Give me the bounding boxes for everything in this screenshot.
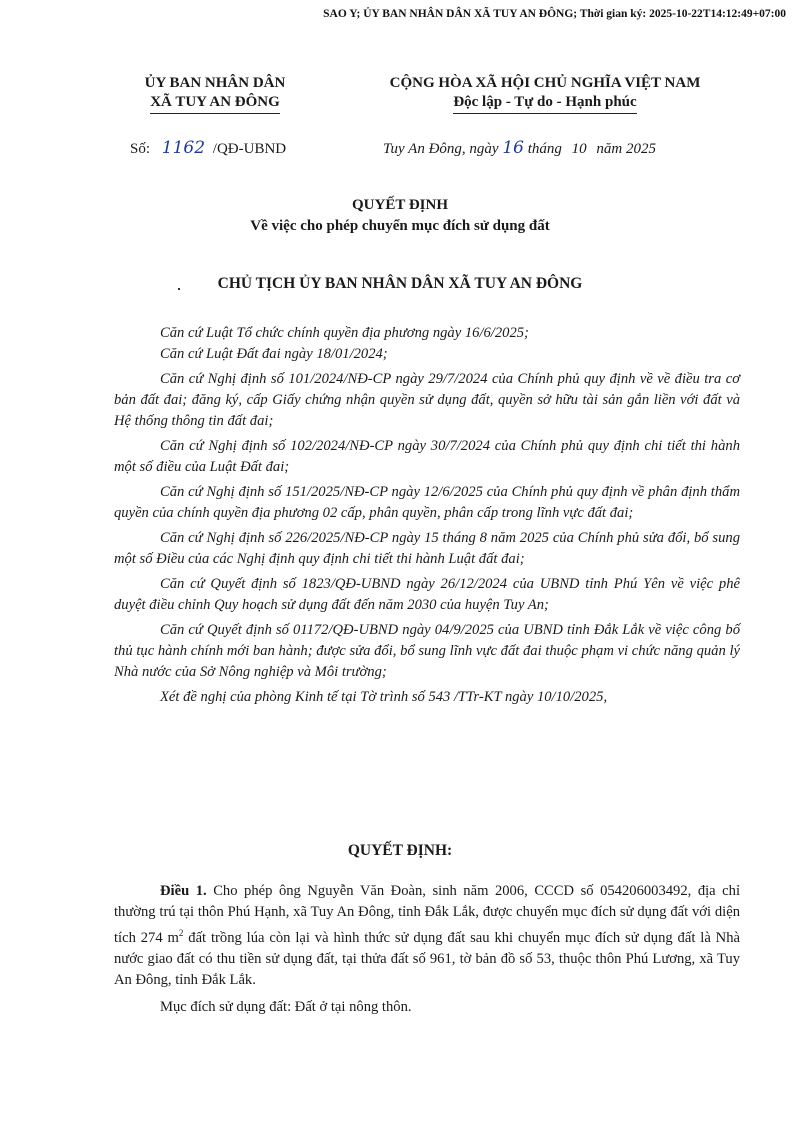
agency-line1: ỦY BAN NHÂN DÂN bbox=[144, 75, 286, 91]
legal-basis-item: Căn cứ Nghị định số 151/2025/NĐ-CP ngày 12/6/2025 của Chính phủ quy định về phân định thẩm quyền của chính quyền địa phương 02 cấp, phân quyền, phân cấp trong lĩnh vực đất đai; bbox=[114, 484, 740, 521]
article-1 bbox=[114, 881, 740, 1018]
national-motto bbox=[345, 74, 745, 114]
docno-prefix: Số: bbox=[130, 141, 151, 157]
article-1-body bbox=[114, 881, 740, 991]
date-month: 10 bbox=[571, 141, 587, 157]
date-month-label: tháng bbox=[527, 141, 562, 157]
land-use-purpose: Mục đích sử dụng đất: Đất ở tại nông thôn. bbox=[160, 998, 412, 1015]
national-title: CỘNG HÒA XÃ HỘI CHỦ NGHĨA VIỆT NAM bbox=[389, 75, 701, 91]
legal-basis-item: Xét đề nghị của phòng Kinh tế tại Tờ trình số 543 /TTr-KT ngày 10/10/2025, bbox=[160, 689, 608, 705]
date-day: 16 bbox=[502, 138, 524, 158]
date-year: 2025 bbox=[625, 141, 656, 157]
national-motto-line: Độc lập - Tự do - Hạnh phúc bbox=[453, 93, 636, 114]
legal-basis-item: Căn cứ Nghị định số 226/2025/NĐ-CP ngày 15 tháng 8 năm 2025 của Chính phủ sửa đổi, bổ sung một số Điều của các Nghị định quy định chi tiết thi hành Luật đất đai; bbox=[114, 530, 740, 567]
digital-signature-stamp: SAO Y; ỦY BAN NHÂN DÂN XÃ TUY AN ĐÔNG; Thời gian ký: 2025-10-22T14:12:49+07:00 bbox=[323, 8, 786, 20]
document-type: QUYẾT ĐỊNH bbox=[352, 197, 448, 213]
area-unit-superscript: 2 bbox=[178, 928, 184, 938]
date-year-label: năm bbox=[596, 141, 623, 157]
legal-basis-item: Căn cứ Quyết định số 1823/QĐ-UBND ngày 26/12/2024 của UBND tỉnh Phú Yên về việc phê duyệt điều chỉnh Quy hoạch sử dụng đất đến năm 2030 của huyện Tuy An; bbox=[114, 576, 740, 613]
article-1-text: Cho phép ông Nguyễn Văn Đoàn, sinh năm 2006, CCCD số 054206003492, địa chỉ thường trú tại thôn Phú Hạnh, xã Tuy An Đông, tỉnh Đắk Lắk, được chuyển mục đích sử dụng đất với diện tích 274 m bbox=[114, 883, 741, 946]
legal-basis-item: Căn cứ Nghị định số 102/2024/NĐ-CP ngày 30/7/2024 của Chính phủ quy định chi tiết thi hành một số điều của Luật Đất đai; bbox=[114, 438, 740, 475]
document-subject: Về việc cho phép chuyển mục đích sử dụng đất bbox=[250, 218, 550, 234]
date-place: Tuy An Đông, ngày bbox=[383, 141, 499, 157]
issuing-agency bbox=[120, 74, 310, 114]
issue-date bbox=[383, 138, 656, 158]
decision-heading: QUYẾT ĐỊNH: bbox=[347, 842, 453, 859]
legal-basis-item: Căn cứ Quyết định số 01172/QĐ-UBND ngày 04/9/2025 của UBND tỉnh Đắk Lắk về việc công bố thủ tục hành chính mới ban hành; được sửa đổi, bổ sung lĩnh vực đất đai thuộc phạm vi chức năng quản lý Nhà nước của Sở Nông nghiệp và Môi trường; bbox=[114, 622, 740, 680]
legal-basis-item: Căn cứ Luật Tổ chức chính quyền địa phương ngày 16/6/2025; bbox=[160, 325, 529, 341]
agency-line2: XÃ TUY AN ĐÔNG bbox=[150, 93, 280, 114]
legal-bases bbox=[114, 323, 740, 708]
docno-suffix: /QĐ-UBND bbox=[212, 141, 287, 157]
issuer-title: CHỦ TỊCH ỦY BAN NHÂN DÂN XÃ TUY AN ĐÔNG bbox=[217, 275, 583, 292]
docno-handwritten: 1162 bbox=[161, 138, 206, 158]
article-1-label: Điều 1. bbox=[160, 883, 207, 899]
legal-basis-item: Căn cứ Nghị định số 101/2024/NĐ-CP ngày 29/7/2024 của Chính phủ quy định về về điều tra cơ bản đất đai; đăng ký, cấp Giấy chứng nhận quyền sử dụng đất, quyền sở hữu tài sản gắn liền với đất và Hệ thống thông tin đất đai; bbox=[114, 371, 740, 429]
legal-basis-item: Căn cứ Luật Đất đai ngày 18/01/2024; bbox=[160, 346, 388, 362]
document-number bbox=[130, 138, 286, 158]
article-1-text-cont: đất trồng lúa còn lại và hình thức sử dụng đất sau khi chuyển mục đích sử dụng đất là Nhà nước giao đất có thu tiền sử dụng đất, tại thửa đất số 961, tờ bản đồ số 53, thuộc thôn Phú Lương, xã Tuy An Đông, tỉnh Đắk Lắk. bbox=[114, 929, 740, 988]
